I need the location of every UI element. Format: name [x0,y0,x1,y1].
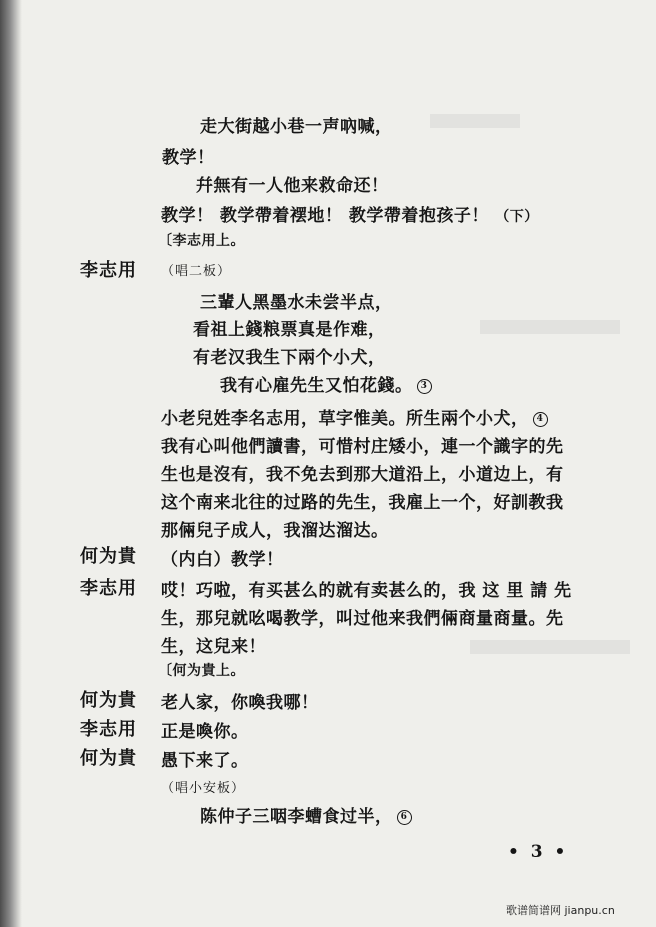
aria-label: （唱二板） [161,264,232,279]
lyric-line: 三輩人黑墨水未尝半点， [200,293,393,313]
dialogue-line: 生，那兒就吆喝教学，叫过他来我們倆商量商量。先 [161,609,564,629]
dialogue-line: 那倆兒子成人，我溜达溜达。 [161,521,389,541]
lyric-line: 陈仲子三咽李螬食过半， [200,807,393,827]
bleed-through-mark [430,114,520,128]
lyric-line: 我有心雇先生又怕花錢。 [220,376,413,396]
aria-label: （唱小安板） [161,781,246,796]
footnote-marker: 3 [417,379,432,394]
stage-direction-exit: （下） [495,209,539,225]
speaker-name: 李志用 [80,719,137,740]
bleed-through-mark [480,320,620,334]
dialogue-line: 哎！巧啦，有买甚么的就有卖甚么的，我 这 里 請 先 [161,581,572,601]
speaker-name: 何为貴 [80,748,137,769]
speaker-name: 何为貴 [80,546,137,567]
bleed-through-mark [470,640,630,654]
stage-direction: 〔何为貴上。 [158,663,245,679]
stage-direction: 〔李志用上。 [158,233,245,249]
dialogue-line: 正是喚你。 [161,722,249,742]
lyric-line: 看祖上錢粮票真是作难， [193,320,386,340]
lyric-line: 教学！ 教学帶着䙓地！ 教学帶着抱孩子！ [161,206,489,226]
dialogue-line: 我有心叫他們讀書，可惜村庄矮小，連一个識字的先 [161,437,564,457]
lyric-line: 走大街越小巷一声吶喊， [200,117,393,137]
lyric-line: 幷無有一人他来救命还！ [196,176,389,196]
footnote-marker: 6 [397,810,412,825]
page-number: • 3 • [508,842,569,862]
speaker-name: 李志用 [80,260,137,281]
dialogue-line: 生也是沒有，我不免去到那大道沿上，小道边上，有 [161,465,564,485]
dialogue-line: 这个南来北往的过路的先生，我雇上一个，好訓教我 [161,493,564,513]
dialogue-line: 老人家，你喚我哪！ [161,693,319,713]
book-spine-shadow [0,0,22,927]
watermark: 歌谱简谱网 jianpu.cn [506,904,615,917]
speaker-name: 李志用 [80,578,137,599]
speaker-name: 何为貴 [80,690,137,711]
dialogue-line: 生，这兒来！ [161,637,266,657]
dialogue-line: 愚下来了。 [161,751,249,771]
dialogue-line: 小老兒姓李名志用，草字惟美。所生兩个小犬， [161,409,529,429]
footnote-marker: 4 [533,412,548,427]
offstage-line: （内白）教学！ [161,550,284,570]
lyric-line: 教学！ [162,148,215,168]
lyric-line: 有老汉我生下兩个小犬， [193,348,386,368]
